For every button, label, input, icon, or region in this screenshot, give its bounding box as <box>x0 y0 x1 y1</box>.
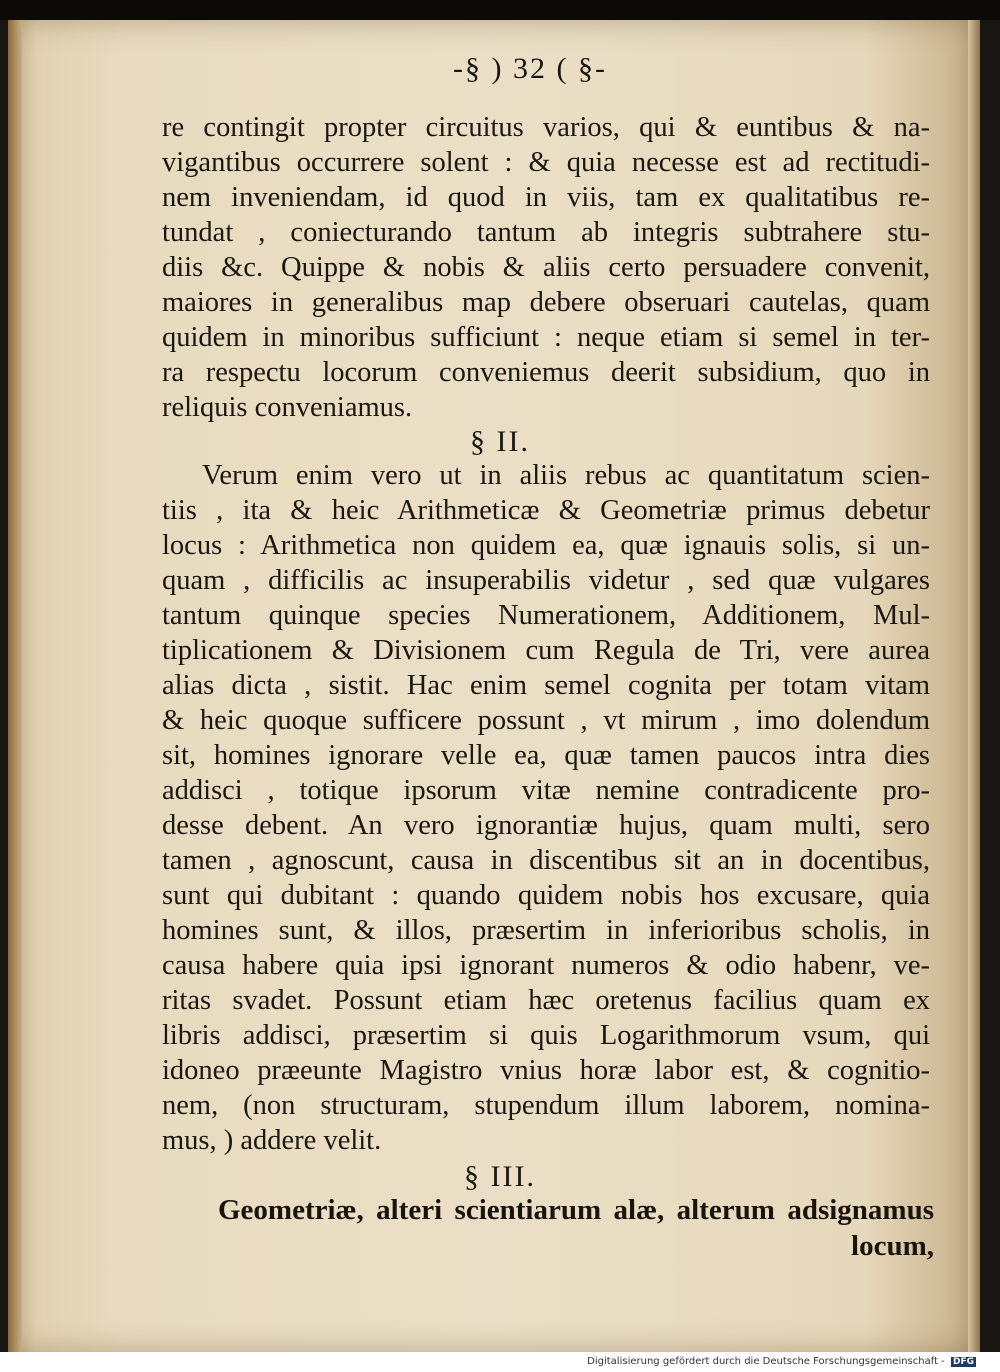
text-line: nem, (non structuram, stupendum illum laborem, nomina- <box>162 1090 930 1121</box>
text-line: vigantibus occurrere solent : & quia necesse est ad rectitudi- <box>162 147 930 178</box>
text-line: reliquis conveniamus. <box>162 392 413 423</box>
paragraph-1 <box>162 110 930 425</box>
text-line: libris addisci, præsertim si quis Logarithmorum vsum, qui <box>162 1020 930 1051</box>
text-line: tiplicationem & Divisionem cum Regula de Tri, vere aurea <box>162 635 930 666</box>
text-line: addisci , totique ipsorum vitæ nemine contradicente pro- <box>162 775 930 806</box>
text-line: causa habere quia ipsi ignorant numeros & odio habenr, ve- <box>162 950 930 981</box>
text-line: mus, ) addere velit. <box>162 1125 382 1156</box>
text-line: alias dicta , sistit. Hac enim semel cognita per totam vitam <box>162 670 930 701</box>
page-header: -§ ) 32 ( §- <box>453 52 607 85</box>
text-line: homines sunt, & illos, præsertim in inferioribus scholis, in <box>162 915 930 946</box>
text-line: ritas svadet. Possunt etiam hæc oretenus facilius quam ex <box>162 985 930 1016</box>
paragraph-3-line: Geometriæ, alteri scientiarum alæ, alterum adsignamus <box>218 1194 934 1226</box>
text-line: maiores in generalibus map debere obseruari cautelas, quam <box>162 287 930 318</box>
section-heading-2: § II. <box>470 425 530 458</box>
text-line: nem inveniendam, id quod in viis, tam ex qualitatibus re- <box>162 182 930 213</box>
paragraph-2 <box>162 458 930 1158</box>
footer-text: Digitalisierung gefördert durch die Deutsche Forschungsgemeinschaft - <box>587 1356 945 1367</box>
page-binding-edge <box>8 20 22 1352</box>
text-line: diis &c. Quippe & nobis & aliis certo persuadere convenit, <box>162 252 930 283</box>
text-line: sunt qui dubitant : quando quidem nobis hos excusare, quia <box>162 880 930 911</box>
catchword: locum, <box>851 1230 934 1262</box>
text-line: desse debent. An vero ignorantiæ hujus, quam multi, sero <box>162 810 930 841</box>
text-line: locus : Arithmetica non quidem ea, quæ ignauis solis, si un- <box>162 530 930 561</box>
text-line: tiis , ita & heic Arithmeticæ & Geometriæ primus debetur <box>162 495 930 526</box>
text-line: & heic quoque sufficere possunt , vt mirum , imo dolendum <box>162 705 930 736</box>
text-line: quidem in minoribus sufficiunt : neque etiam si semel in ter- <box>162 322 930 353</box>
text-line: tantum quinque species Numerationem, Additionem, Mul- <box>162 600 930 631</box>
footer-credit <box>587 1356 976 1367</box>
text-line: tamen , agnoscunt, causa in discentibus sit an in docentibus, <box>162 845 930 876</box>
text-line: sit, homines ignorare velle ea, quæ tamen paucos intra dies <box>162 740 930 771</box>
top-border <box>0 0 1000 20</box>
text-line: Verum enim vero ut in aliis rebus ac quantitatum scien- <box>202 460 930 491</box>
text-line: tundat , coniecturando tantum ab integris subtrahere stu- <box>162 217 930 248</box>
text-line: ra respectu locorum conveniemus deerit subsidium, quo in <box>162 357 930 388</box>
page-outer-edge <box>968 20 980 1352</box>
text-line: quam , difficilis ac insuperabilis videtur , sed quæ vulgares <box>162 565 930 596</box>
section-heading-3: § III. <box>464 1160 536 1193</box>
text-line: re contingit propter circuitus varios, qui & euntibus & na- <box>162 112 930 143</box>
text-line: idoneo præeunte Magistro vnius horæ labor est, & cognitio- <box>162 1055 930 1086</box>
dfg-logo[interactable]: DFG <box>952 1357 974 1367</box>
